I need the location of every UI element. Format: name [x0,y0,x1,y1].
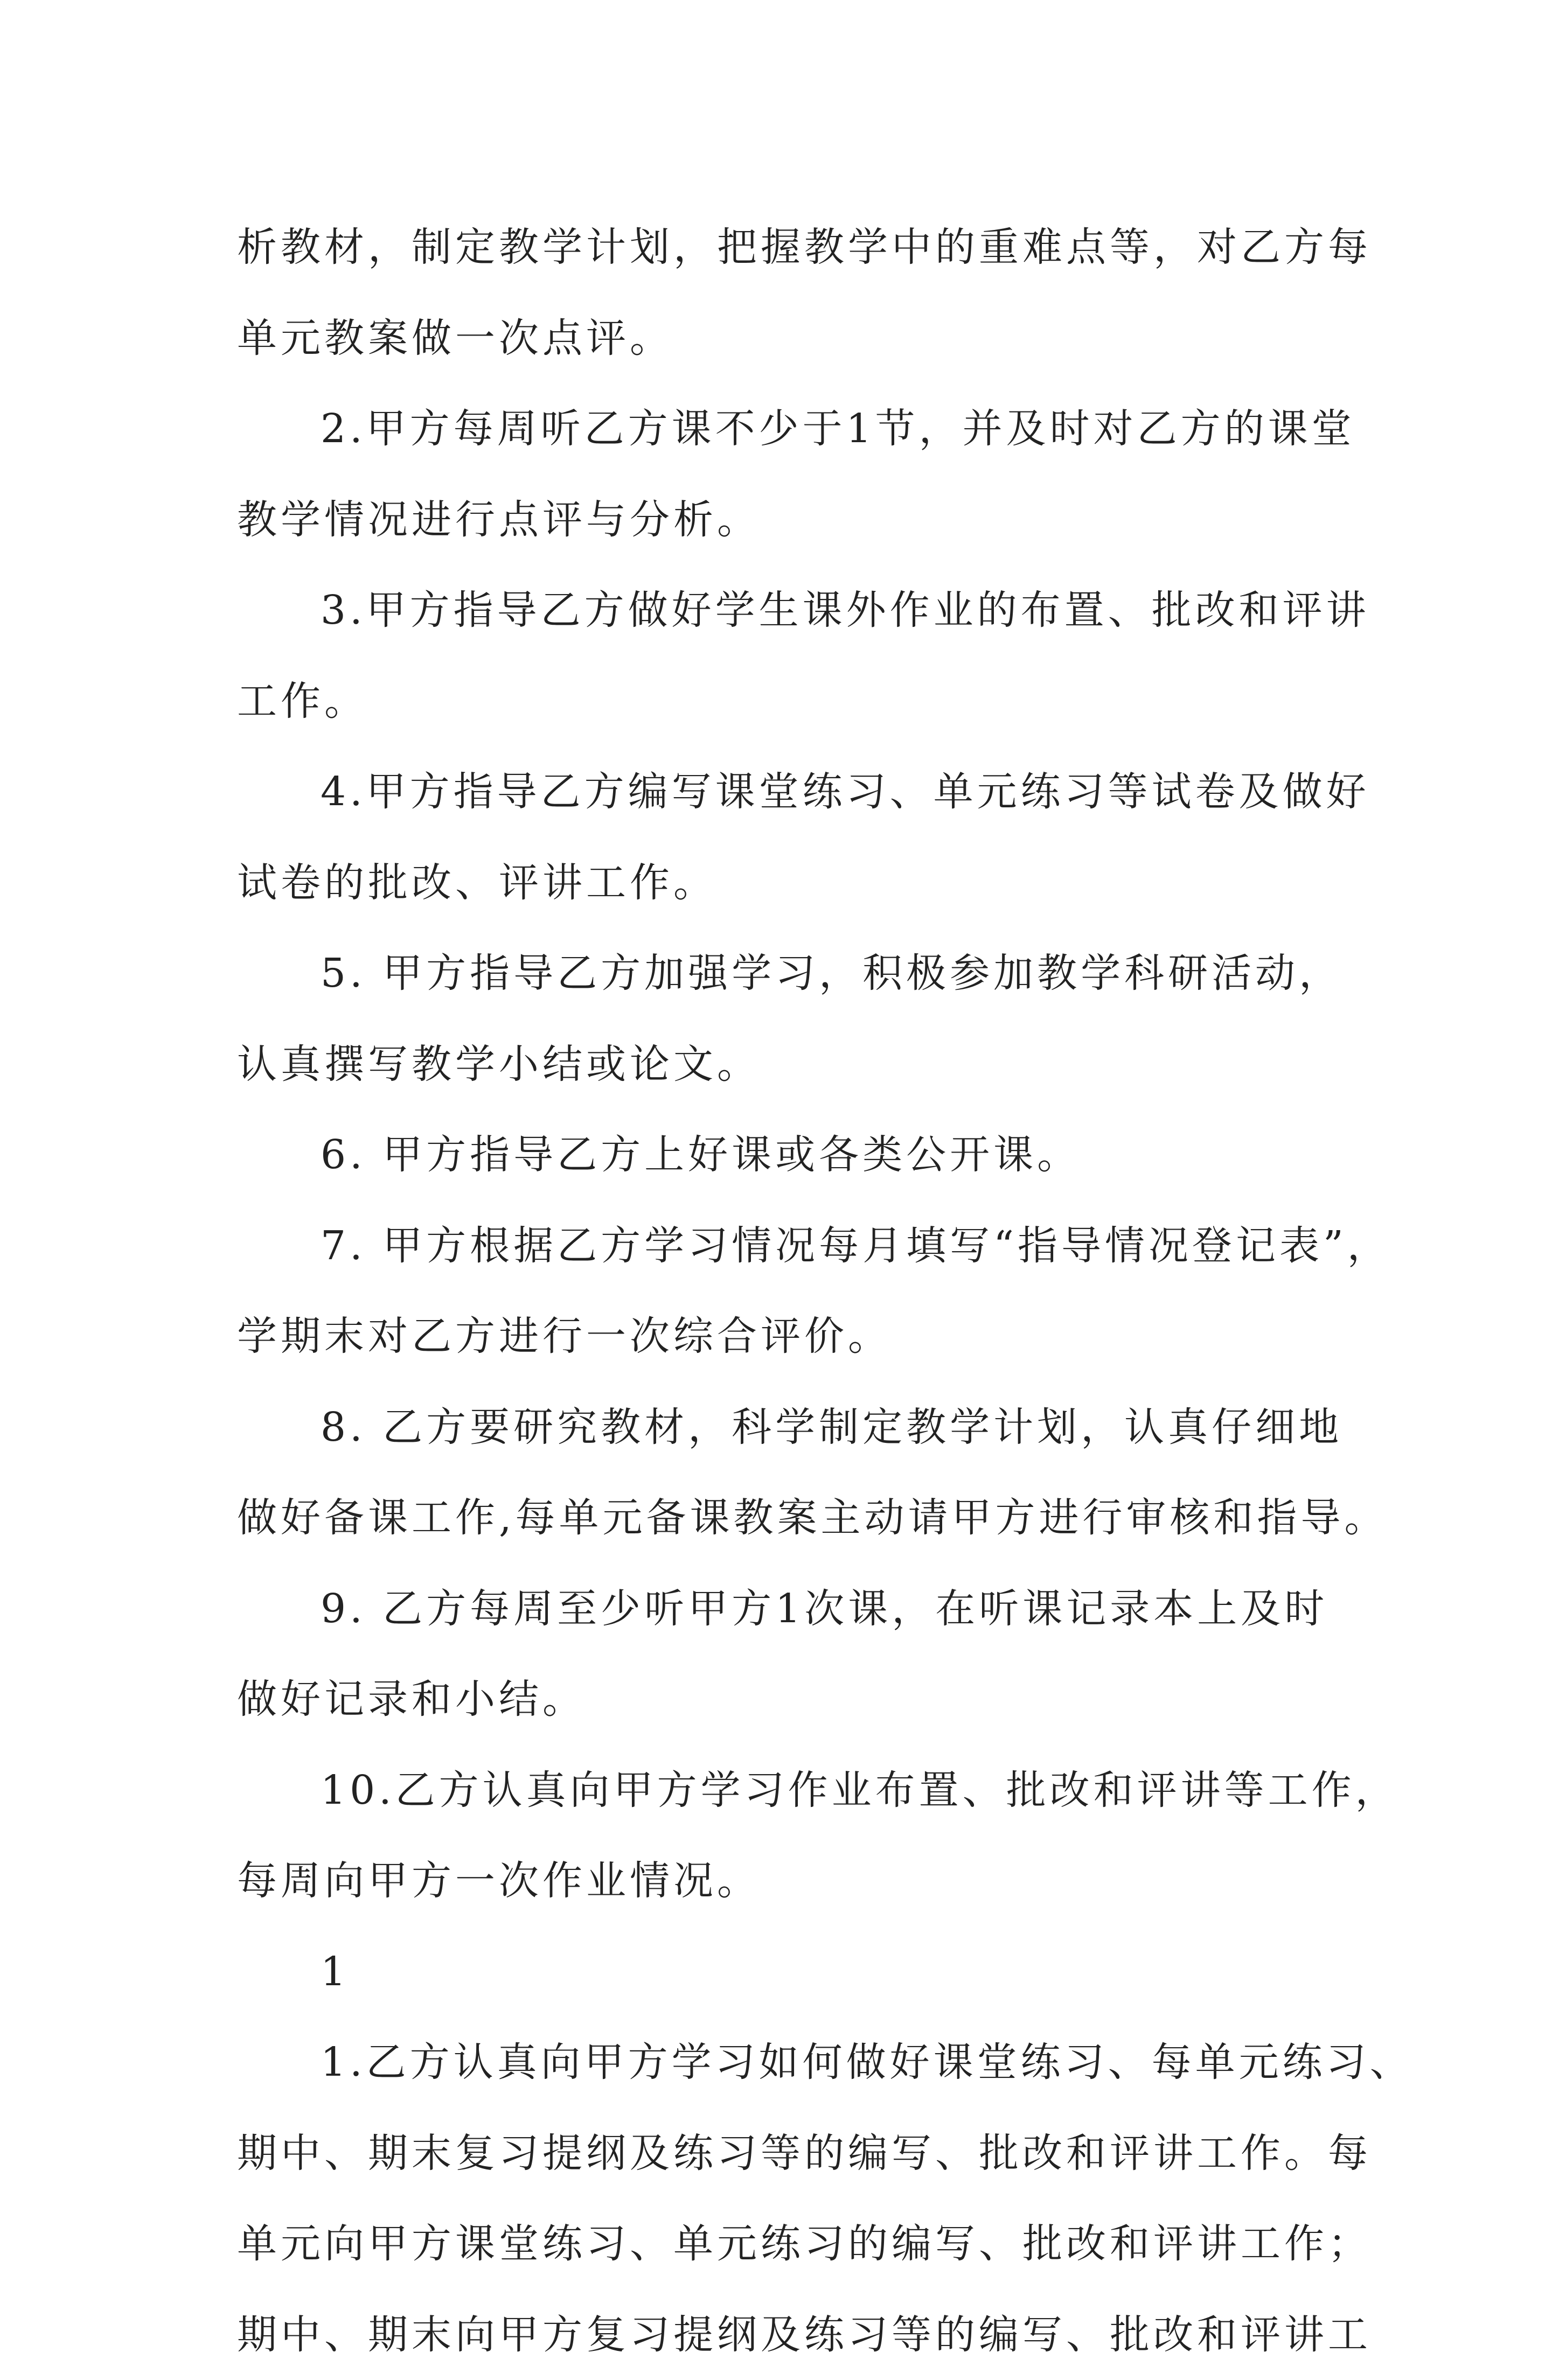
text-line: 教学情况进行点评与分析。 [237,474,1347,566]
text-line: 认真撰写教学小结或论文。 [237,1019,1347,1110]
text-line: 做好备课工作,每单元备课教案主动请甲方进行审核和指导。 [237,1472,1347,1564]
text-line: 4.甲方指导乙方编写课堂练习、单元练习等试卷及做好 [237,746,1347,837]
text-line: 10.乙方认真向甲方学习作业布置、批改和评讲等工作， [237,1745,1347,1836]
text-line: 单元教案做一次点评。 [237,293,1347,384]
text-line: 期中、期末复习提纲及练习等的编写、批改和评讲工作。每 [237,2108,1347,2199]
text-line: 做好记录和小结。 [237,1654,1347,1745]
text-line: 5. 甲方指导乙方加强学习，积极参加教学科研活动， [237,928,1347,1019]
text-line: 1 [237,1927,1347,2018]
text-line: 每周向甲方一次作业情况。 [237,1835,1347,1927]
text-line: 8. 乙方要研究教材，科学制定教学计划，认真仔细地 [237,1382,1347,1473]
text-line: 2.甲方每周听乙方课不少于1节，并及时对乙方的课堂 [237,383,1347,474]
text-line: 6. 甲方指导乙方上好课或各类公开课。 [237,1109,1347,1201]
text-line: 单元向甲方课堂练习、单元练习的编写、批改和评讲工作； [237,2198,1347,2290]
text-line: 期中、期末向甲方复习提纲及练习等的编写、批改和评讲工 [237,2290,1347,2380]
document-body [237,202,1347,2380]
text-line: 析教材，制定教学计划，把握教学中的重难点等，对乙方每 [237,202,1347,293]
text-line: 7. 甲方根据乙方学习情况每月填写“指导情况登记表”， [237,1201,1347,1292]
text-line: 9. 乙方每周至少听甲方1次课，在听课记录本上及时 [237,1564,1347,1655]
text-line: 1.乙方认真向甲方学习如何做好课堂练习、每单元练习、 [237,2017,1347,2108]
text-line: 工作。 [237,656,1347,747]
text-line: 3.甲方指导乙方做好学生课外作业的布置、批改和评讲 [237,565,1347,656]
text-line: 学期末对乙方进行一次综合评价。 [237,1291,1347,1382]
text-line: 试卷的批改、评讲工作。 [237,837,1347,929]
